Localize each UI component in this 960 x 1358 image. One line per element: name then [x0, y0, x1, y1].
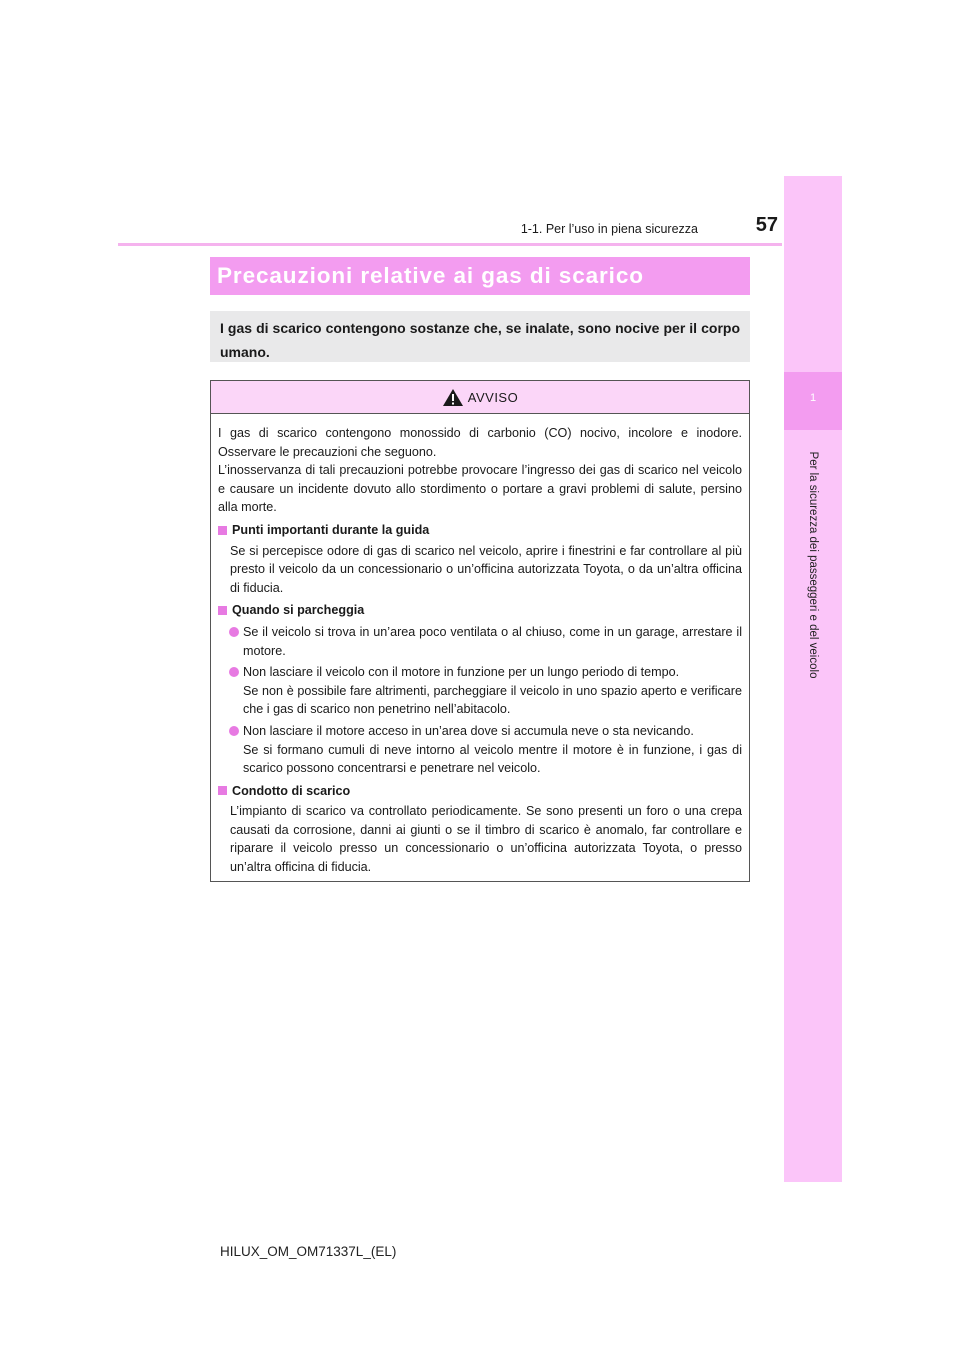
warning-item-heading-text: Condotto di scarico [232, 783, 351, 798]
bullet-text: Non lasciare il motore acceso in un’area dove si accumula neve o sta nevicando. [243, 723, 694, 738]
side-chapter-title: Per la sicurezza dei passeggeri e del veicolo [807, 451, 819, 679]
warning-icon [442, 388, 464, 407]
side-chapter-number: 1 [809, 392, 817, 404]
warning-item-heading [218, 521, 742, 540]
dot-bullet-icon [229, 667, 239, 677]
page-number: 57 [755, 214, 778, 236]
bullet-text: Se il veicolo si trova in un’area poco ventilata o al chiuso, come in un garage, arrestare il motore. [243, 624, 742, 658]
dot-bullet-icon [229, 726, 239, 736]
section-title-banner: Precauzioni relative ai gas di scarico [210, 257, 750, 295]
header-section-title: 1-1. Per l’uso in piena sicurezza [520, 222, 698, 236]
warning-item-heading [218, 601, 742, 620]
warning-box [210, 380, 750, 882]
square-bullet-icon [218, 786, 227, 795]
bullet-list-item [218, 722, 742, 778]
warning-body [211, 414, 749, 877]
bullet-text: Se si formano cumuli di neve intorno al veicolo mentre il motore è in funzione, i gas di scarico possono concentrarsi e penetrare nel veicolo. [243, 742, 742, 776]
warning-item-text: Se si percepisce odore di gas di scarico nel veicolo, aprire i finestrini e far controllare al più presto il veicolo da un concessionario o un’officina autorizzata Toyota, o da un’altra officina di fiducia. [230, 543, 742, 595]
warning-item-heading-text: Punti importanti durante la guida [232, 522, 430, 537]
bullet-text: Non lasciare il veicolo con il motore in funzione per un lungo periodo di tempo. [243, 665, 680, 680]
footer-document-code: HILUX_OM_OM71337L_(EL) [220, 1244, 397, 1259]
header-rule [118, 243, 782, 246]
square-bullet-icon [218, 606, 227, 615]
bullet-list-item [218, 663, 742, 719]
bullet-text: Se non è possibile fare altrimenti, parcheggiare il veicolo in uno spazio aperto e verificare che i gas di scarico non penetrino nell’abitacolo. [243, 683, 742, 717]
warning-header [211, 381, 749, 414]
warning-label: AVVISO [467, 389, 519, 405]
warning-item-text: L’impianto di scarico va controllato periodicamente. Se sono presenti un foro o una crepa causati da corrosione, danni ai giunti o se il timbro di scarico è anomalo, far controllare e riparare il veicolo presso un concessionario o un’officina autorizzata Toyota, o presso un’altra officina di fiducia. [230, 804, 742, 875]
bullet-list-item [218, 623, 742, 660]
intro-box: I gas di scarico contengono sostanze che, se inalate, sono nocive per il corpo umano. [210, 311, 750, 362]
warning-paragraph: L’inosservanza di tali precauzioni potrebbe provocare l’ingresso dei gas di scarico nel veicolo e causare un incidente dovuto allo stordimento o portare a gravi problemi di salute, persino alla morte. [218, 463, 742, 515]
warning-paragraph: I gas di scarico contengono monossido di carbonio (CO) nocivo, incolore e inodore. Osservare le precauzioni che seguono. [218, 426, 742, 459]
square-bullet-icon [218, 526, 227, 535]
dot-bullet-icon [229, 627, 239, 637]
warning-item-heading-text: Quando si parcheggia [232, 603, 365, 618]
warning-item-heading [218, 782, 742, 801]
side-tab [784, 176, 842, 1182]
